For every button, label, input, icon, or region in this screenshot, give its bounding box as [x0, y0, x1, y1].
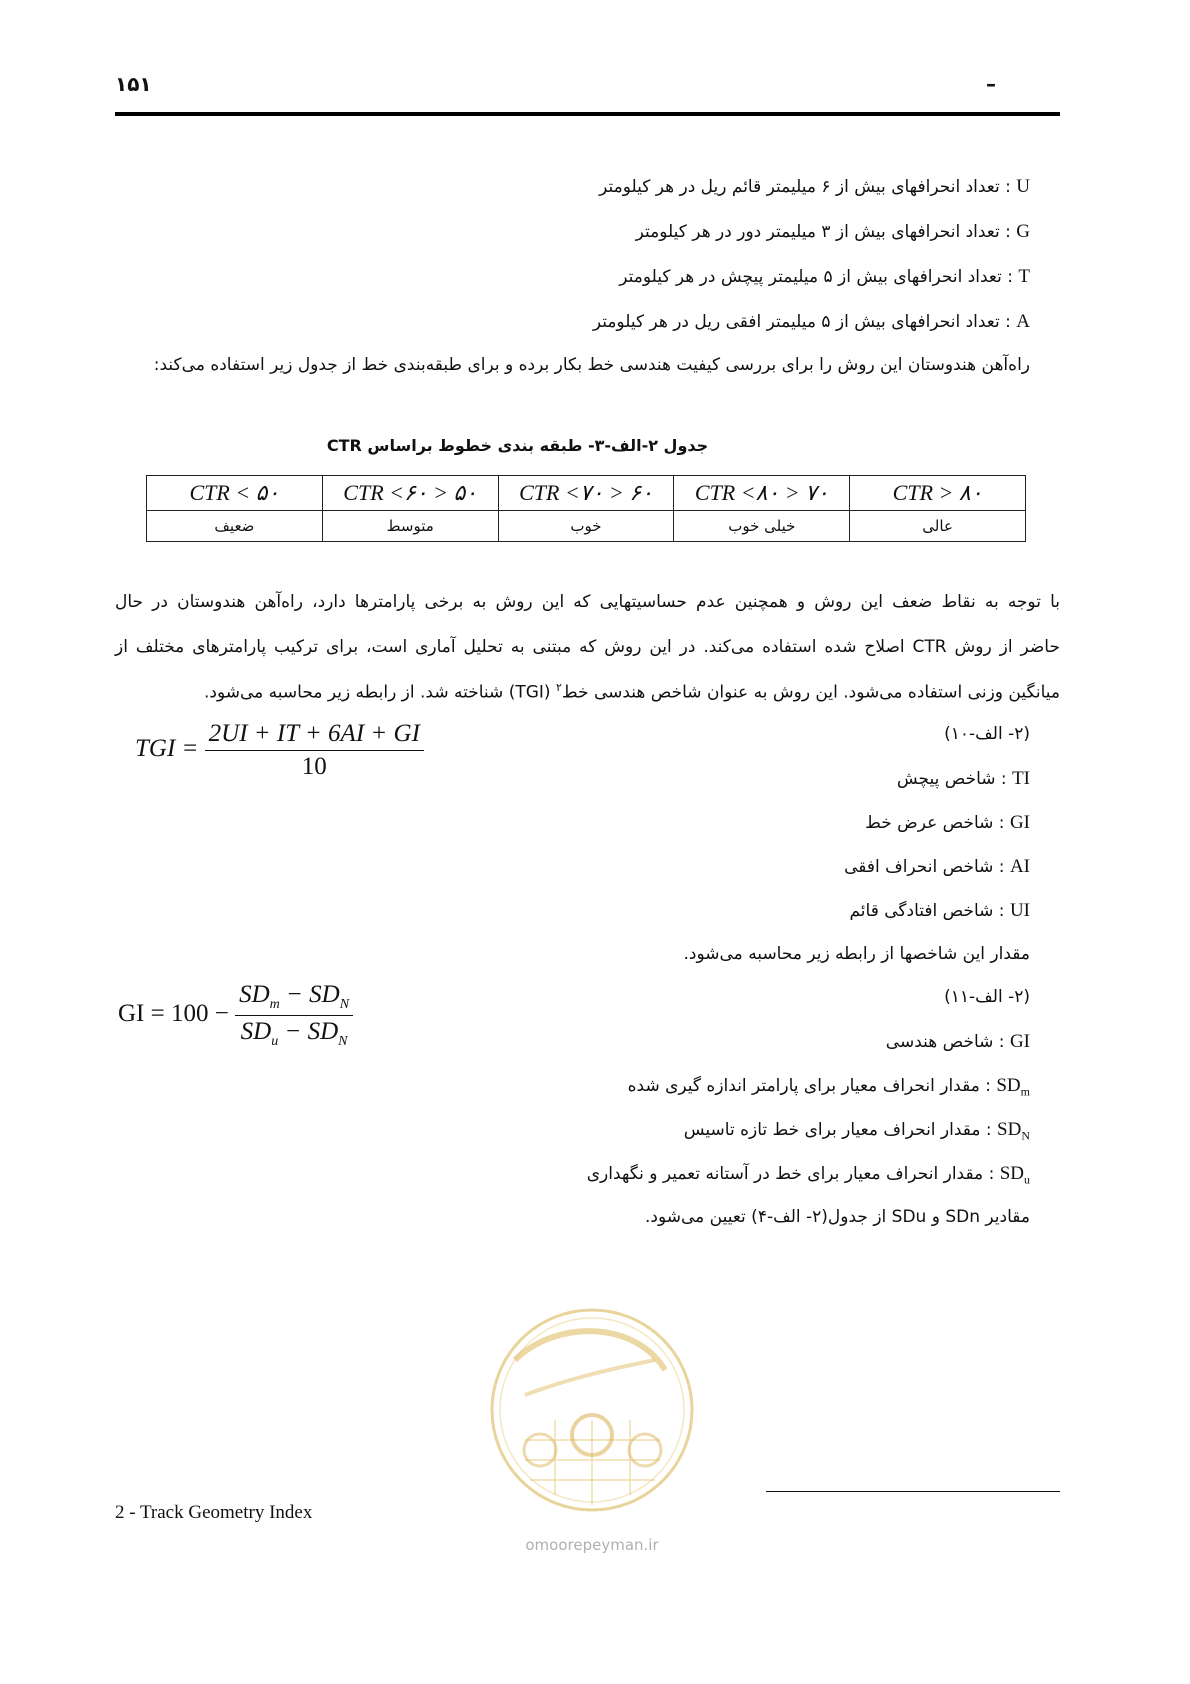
- def-a: A : تعداد انحرافهای بیش از ۵ میلیمتر افقی ریل در هر کیلومتر: [592, 311, 1030, 332]
- equation-gi: GI = 100 − $\frac{SD_m - SD_N}{SD_u - SD_N}$: [118, 981, 353, 1050]
- table-cell: خیلی خوب: [674, 511, 850, 542]
- footnote-ref: ۲: [555, 681, 562, 694]
- eq1-label: (۲- الف-۱۰): [944, 724, 1030, 744]
- page-number: ۱۵۱: [115, 72, 152, 96]
- table-cell: خوب: [498, 511, 674, 542]
- def-sdu: $SD_u$ : مقدار انحراف معیار برای خط در آستانه تعمیر و نگهداری: [586, 1163, 1030, 1187]
- intro-paragraph: راه‌آهن هندوستان این روش را برای بررسی کیفیت هندسی خط بکار برده و برای طبقه‌بندی خط از جدول زیر استفاده می‌کند:: [153, 355, 1030, 375]
- compute-text: مقدار این شاخصها از رابطه زیر محاسبه می‌شود.: [683, 944, 1030, 964]
- watermark-text: omoorepeyman.ir: [525, 1536, 659, 1554]
- footnote: 2 - Track Geometry Index: [115, 1502, 313, 1523]
- table-header-cell: ۷۰ < CTR <۸۰: [674, 476, 850, 511]
- header-rule: [115, 112, 1060, 116]
- last-line: مقادیر SDn و SDu از جدول(۲- الف-۴) تعیین می‌شود.: [644, 1207, 1030, 1227]
- paragraph-line-3: میانگین وزنی استفاده می‌شود. این روش به عنوان شاخص هندسی خط$^۲$ (TGI) شناخته شد. از رابطه زیر محاسبه می‌شود.: [204, 681, 1060, 703]
- table-cell: عالی: [850, 511, 1026, 542]
- paragraph-line-2: حاضر از روش CTR اصلاح شده استفاده می‌کند. در این روش که مبتنی به تحلیل آماری است، برای ترکیب پارامترهای مختلف از: [115, 637, 1060, 657]
- def-ti: TI : شاخص پیچش: [896, 768, 1030, 789]
- eq2-label: (۲- الف-۱۱): [944, 987, 1030, 1007]
- table-header-cell: ۸۰ < CTR: [850, 476, 1026, 511]
- table-header-cell: ۶۰ < CTR <۷۰: [498, 476, 674, 511]
- def-u: U : تعداد انحرافهای بیش از ۶ میلیمتر قائم ریل در هر کیلومتر: [599, 176, 1030, 197]
- def-ai: AI : شاخص انحراف افقی: [844, 856, 1030, 877]
- ctr-table: [146, 475, 1026, 542]
- table-header-row: [147, 476, 1026, 511]
- table-header-cell: CTR < ۵۰: [147, 476, 323, 511]
- table-cell: ضعیف: [147, 511, 323, 542]
- header-dash: –: [986, 72, 996, 96]
- def-gi-geometric: GI : شاخص هندسی: [885, 1031, 1030, 1052]
- def-ui: UI : شاخص افتادگی قائم: [849, 900, 1030, 921]
- def-t: T : تعداد انحرافهای بیش از ۵ میلیمتر پیچش در هر کیلومتر: [619, 266, 1030, 287]
- watermark-logo: [485, 1300, 700, 1560]
- table-header-cell: ۵۰ < CTR <۶۰: [322, 476, 498, 511]
- footnote-rule: [766, 1491, 1060, 1492]
- paragraph-line-1: با توجه به نقاط ضعف این روش و همچنین عدم حساسیتهایی که این روش به برخی پارامترها دارد، راه‌آهن هندوستان در حال: [115, 592, 1060, 612]
- def-sdn: $SD_N$ : مقدار انحراف معیار برای خط تازه تاسیس: [683, 1119, 1030, 1143]
- def-g: G : تعداد انحرافهای بیش از ۳ میلیمتر دور در هر کیلومتر: [635, 221, 1030, 242]
- table-row: [147, 511, 1026, 542]
- table-caption: جدول ۲-الف-۳- طبقه بندی خطوط براساس CTR: [326, 436, 709, 455]
- equation-tgi: TGI = $\frac{2UI + IT + 6AI + GI}{10}$: [135, 720, 424, 781]
- def-sdm: $SD_m$ : مقدار انحراف معیار برای پارامتر اندازه گیری شده: [627, 1075, 1030, 1099]
- table-cell: متوسط: [322, 511, 498, 542]
- def-gi: GI : شاخص عرض خط: [865, 812, 1030, 833]
